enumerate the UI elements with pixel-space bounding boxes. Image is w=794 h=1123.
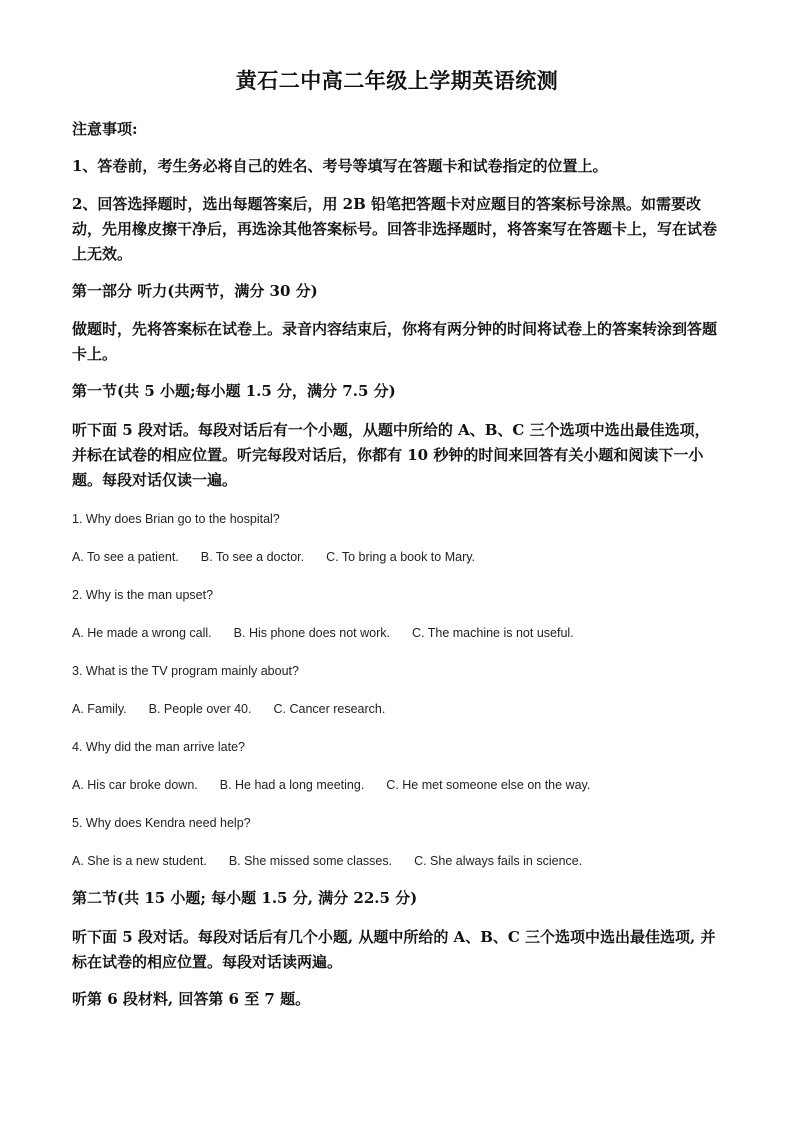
section2-instruction: 听下面 5 段对话。每段对话后有几个小题, 从题中所给的 A、B、C 三个选项中选出最佳选项, 并标在试卷的相应位置。每段对话读两遍。 <box>72 928 716 971</box>
option-c: C. Cancer research. <box>273 702 386 716</box>
question-1-options <box>72 548 722 566</box>
page-title: 黄石二中高二年级上学期英语统测 <box>235 68 559 93</box>
section1-instruction: 听下面 5 段对话。每段对话后有一个小题，从题中所给的 A、B、C 三个选项中选出最佳选项，并标在试卷的相应位置。听完每段对话后，你都有 10 秒钟的时间来回答有关小题和阅读下一小题。每段对话仅读一遍。 <box>72 421 710 489</box>
notice-item-2: 2、回答选择题时，选出每题答案后，用 2B 铅笔把答题卡对应题目的答案标号涂黑。如需要改动，先用橡皮擦干净后，再选涂其他答案标号。回答非选择题时，将答案写在答题卡上，写在试卷上无效。 <box>72 195 718 263</box>
question-1: 1. Why does Brian go to the hospital? <box>72 512 280 526</box>
question-3: 3. What is the TV program mainly about? <box>72 664 299 678</box>
question-5-options <box>72 852 722 870</box>
section1-heading: 第一节(共 5 小题;每小题 1.5 分，满分 7.5 分) <box>72 382 396 400</box>
notice-item-1: 1、答卷前，考生务必将自己的姓名、考号等填写在答题卡和试卷指定的位置上。 <box>72 157 608 175</box>
section2-material: 听第 6 段材料, 回答第 6 至 7 题。 <box>72 990 311 1008</box>
option-a: A. He made a wrong call. <box>72 626 212 640</box>
option-a: A. Family. <box>72 702 127 716</box>
part1-heading: 第一部分 听力(共两节，满分 30 分) <box>72 282 318 300</box>
question-4-options <box>72 776 722 794</box>
option-c: C. The machine is not useful. <box>412 626 574 640</box>
question-2-options <box>72 624 722 642</box>
question-5: 5. Why does Kendra need help? <box>72 816 251 830</box>
option-c: C. To bring a book to Mary. <box>326 550 476 564</box>
option-c: C. He met someone else on the way. <box>386 778 591 792</box>
option-a: A. To see a patient. <box>72 550 179 564</box>
option-a: A. She is a new student. <box>72 854 207 868</box>
notice-heading: 注意事项: <box>72 120 138 138</box>
option-b: B. His phone does not work. <box>233 626 390 640</box>
question-4: 4. Why did the man arrive late? <box>72 740 245 754</box>
question-2: 2. Why is the man upset? <box>72 588 214 602</box>
option-a: A. His car broke down. <box>72 778 198 792</box>
question-3-options <box>72 700 722 718</box>
option-b: B. He had a long meeting. <box>219 778 365 792</box>
option-b: B. To see a doctor. <box>200 550 305 564</box>
option-b: B. People over 40. <box>148 702 252 716</box>
option-c: C. She always fails in science. <box>414 854 583 868</box>
option-b: B. She missed some classes. <box>228 854 393 868</box>
section2-heading: 第二节(共 15 小题; 每小题 1.5 分, 满分 22.5 分) <box>72 889 418 907</box>
part1-instruction: 做题时，先将答案标在试卷上。录音内容结束后，你将有两分钟的时间将试卷上的答案转涂到答题卡上。 <box>72 320 718 363</box>
